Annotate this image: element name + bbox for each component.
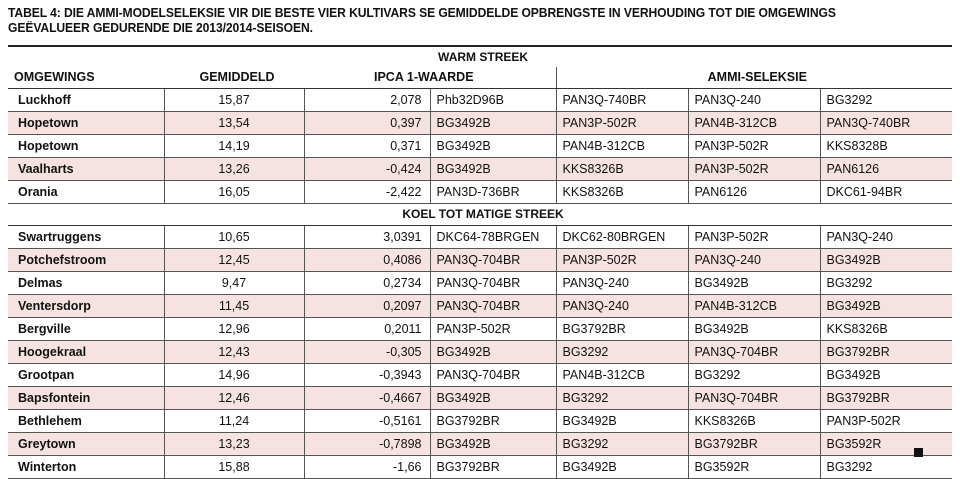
ipca-cell: 2,078 — [304, 89, 430, 112]
caption-line-2: GEËVALUEER GEDURENDE DIE 2013/2014-SEISOEN. — [8, 21, 313, 35]
selection-3-cell: PAN3Q-704BR — [688, 387, 820, 410]
selection-2-cell: PAN4B-312CB — [556, 364, 688, 387]
gemiddeld-cell: 9,47 — [164, 272, 304, 295]
table-row — [8, 341, 952, 364]
selection-4-cell: KKS8328B — [820, 135, 952, 158]
selection-1-cell: BG3792BR — [430, 456, 556, 479]
selection-4-cell: KKS8326B — [820, 318, 952, 341]
ammi-selection-table — [8, 45, 952, 479]
location-cell: Hoogekraal — [8, 341, 164, 364]
gemiddeld-cell: 12,96 — [164, 318, 304, 341]
selection-4-cell: BG3492B — [820, 249, 952, 272]
selection-2-cell: PAN3P-502R — [556, 112, 688, 135]
selection-3-cell: PAN3P-502R — [688, 135, 820, 158]
selection-1-cell: BG3492B — [430, 158, 556, 181]
location-cell: Delmas — [8, 272, 164, 295]
table-row — [8, 364, 952, 387]
selection-4-cell: BG3592R — [820, 433, 952, 456]
selection-4-cell: DKC61-94BR — [820, 181, 952, 204]
selection-1-cell: BG3492B — [430, 341, 556, 364]
location-cell: Bethlehem — [8, 410, 164, 433]
selection-4-cell: PAN3Q-240 — [820, 226, 952, 249]
selection-3-cell: PAN3Q-240 — [688, 89, 820, 112]
cool-region-header-row — [8, 204, 952, 226]
selection-2-cell: KKS8326B — [556, 158, 688, 181]
selection-3-cell: PAN3Q-240 — [688, 249, 820, 272]
selection-1-cell: PAN3Q-704BR — [430, 249, 556, 272]
selection-1-cell: Phb32D96B — [430, 89, 556, 112]
location-cell: Swartruggens — [8, 226, 164, 249]
table-row — [8, 387, 952, 410]
ipca-cell: -0,5161 — [304, 410, 430, 433]
gemiddeld-cell: 13,26 — [164, 158, 304, 181]
gemiddeld-cell: 10,65 — [164, 226, 304, 249]
selection-4-cell: BG3792BR — [820, 341, 952, 364]
ipca-cell: -0,3943 — [304, 364, 430, 387]
selection-3-cell: BG3592R — [688, 456, 820, 479]
selection-3-cell: PAN4B-312CB — [688, 112, 820, 135]
ipca-cell: 0,4086 — [304, 249, 430, 272]
cool-region-title: KOEL TOT MATIGE STREEK — [8, 204, 952, 226]
ipca-cell: -1,66 — [304, 456, 430, 479]
selection-2-cell: PAN3P-502R — [556, 249, 688, 272]
selection-2-cell: BG3292 — [556, 387, 688, 410]
selection-2-cell: BG3292 — [556, 341, 688, 364]
table-row — [8, 295, 952, 318]
selection-2-cell: PAN4B-312CB — [556, 135, 688, 158]
selection-2-cell: BG3792BR — [556, 318, 688, 341]
selection-3-cell: BG3492B — [688, 318, 820, 341]
selection-1-cell: BG3492B — [430, 112, 556, 135]
ipca-cell: -0,7898 — [304, 433, 430, 456]
ipca-cell: -0,305 — [304, 341, 430, 364]
ipca-cell: 0,371 — [304, 135, 430, 158]
ipca-cell: 0,2011 — [304, 318, 430, 341]
location-cell: Hopetown — [8, 112, 164, 135]
selection-3-cell: BG3492B — [688, 272, 820, 295]
selection-1-cell: BG3492B — [430, 387, 556, 410]
gemiddeld-cell: 12,45 — [164, 249, 304, 272]
gemiddeld-cell: 11,45 — [164, 295, 304, 318]
table-row — [8, 158, 952, 181]
selection-2-cell: PAN3Q-240 — [556, 272, 688, 295]
column-header-row — [8, 67, 952, 89]
gemiddeld-cell: 14,19 — [164, 135, 304, 158]
ipca-cell: -0,424 — [304, 158, 430, 181]
selection-4-cell: PAN6126 — [820, 158, 952, 181]
location-cell: Grootpan — [8, 364, 164, 387]
selection-1-cell: PAN3P-502R — [430, 318, 556, 341]
selection-3-cell: BG3792BR — [688, 433, 820, 456]
ipca-cell: -0,4667 — [304, 387, 430, 410]
selection-3-cell: PAN4B-312CB — [688, 295, 820, 318]
location-cell: Orania — [8, 181, 164, 204]
gemiddeld-cell: 15,88 — [164, 456, 304, 479]
selection-3-cell: PAN3P-502R — [688, 226, 820, 249]
selection-4-cell: BG3292 — [820, 272, 952, 295]
location-cell: Bapsfontein — [8, 387, 164, 410]
gemiddeld-cell: 14,96 — [164, 364, 304, 387]
selection-2-cell: BG3492B — [556, 410, 688, 433]
location-cell: Winterton — [8, 456, 164, 479]
table-row — [8, 249, 952, 272]
location-cell: Bergville — [8, 318, 164, 341]
col-header-gemiddeld: GEMIDDELD — [164, 67, 304, 89]
col-header-ammi: AMMI-SELEKSIE — [556, 67, 952, 89]
ipca-cell: 0,2097 — [304, 295, 430, 318]
location-cell: Luckhoff — [8, 89, 164, 112]
table-caption — [8, 6, 920, 36]
selection-2-cell: BG3292 — [556, 433, 688, 456]
table-row — [8, 433, 952, 456]
end-mark-square — [914, 448, 923, 457]
selection-3-cell: PAN6126 — [688, 181, 820, 204]
location-cell: Potchefstroom — [8, 249, 164, 272]
warm-region-title: WARM STREEK — [8, 46, 952, 67]
selection-4-cell: PAN3Q-740BR — [820, 112, 952, 135]
selection-4-cell: BG3292 — [820, 456, 952, 479]
location-cell: Vaalharts — [8, 158, 164, 181]
location-cell: Ventersdorp — [8, 295, 164, 318]
cool-region-body — [8, 226, 952, 479]
caption-line-1: TABEL 4: DIE AMMI-MODELSELEKSIE VIR DIE BESTE VIER KULTIVARS SE GEMIDDELDE OPBRENGSTE IN VERHOUDING TOT DIE OMGEWINGS — [8, 6, 836, 20]
table-row — [8, 181, 952, 204]
gemiddeld-cell: 13,54 — [164, 112, 304, 135]
selection-3-cell: PAN3Q-704BR — [688, 341, 820, 364]
selection-4-cell: BG3492B — [820, 364, 952, 387]
ipca-cell: 3,0391 — [304, 226, 430, 249]
gemiddeld-cell: 11,24 — [164, 410, 304, 433]
location-cell: Greytown — [8, 433, 164, 456]
gemiddeld-cell: 12,46 — [164, 387, 304, 410]
table-row — [8, 89, 952, 112]
selection-1-cell: BG3792BR — [430, 410, 556, 433]
selection-2-cell: PAN3Q-740BR — [556, 89, 688, 112]
selection-4-cell: BG3492B — [820, 295, 952, 318]
selection-2-cell: PAN3Q-240 — [556, 295, 688, 318]
selection-1-cell: PAN3Q-704BR — [430, 295, 556, 318]
table-row — [8, 226, 952, 249]
gemiddeld-cell: 13,23 — [164, 433, 304, 456]
selection-1-cell: PAN3Q-704BR — [430, 272, 556, 295]
selection-2-cell: KKS8326B — [556, 181, 688, 204]
col-header-omgewings: OMGEWINGS — [8, 67, 164, 89]
warm-region-body — [8, 89, 952, 204]
selection-1-cell: BG3492B — [430, 433, 556, 456]
selection-1-cell: BG3492B — [430, 135, 556, 158]
gemiddeld-cell: 12,43 — [164, 341, 304, 364]
col-header-ipca: IPCA 1-WAARDE — [304, 67, 556, 89]
ipca-cell: 0,397 — [304, 112, 430, 135]
table-row — [8, 410, 952, 433]
table-row — [8, 112, 952, 135]
selection-3-cell: KKS8326B — [688, 410, 820, 433]
table-row — [8, 272, 952, 295]
selection-2-cell: DKC62-80BRGEN — [556, 226, 688, 249]
selection-4-cell: BG3792BR — [820, 387, 952, 410]
selection-4-cell: BG3292 — [820, 89, 952, 112]
warm-region-header-row — [8, 46, 952, 67]
table-row — [8, 456, 952, 479]
gemiddeld-cell: 16,05 — [164, 181, 304, 204]
selection-3-cell: BG3292 — [688, 364, 820, 387]
selection-3-cell: PAN3P-502R — [688, 158, 820, 181]
selection-1-cell: PAN3D-736BR — [430, 181, 556, 204]
selection-2-cell: BG3492B — [556, 456, 688, 479]
gemiddeld-cell: 15,87 — [164, 89, 304, 112]
table-row — [8, 318, 952, 341]
table-row — [8, 135, 952, 158]
ipca-cell: -2,422 — [304, 181, 430, 204]
selection-4-cell: PAN3P-502R — [820, 410, 952, 433]
ipca-cell: 0,2734 — [304, 272, 430, 295]
selection-1-cell: PAN3Q-704BR — [430, 364, 556, 387]
location-cell: Hopetown — [8, 135, 164, 158]
selection-1-cell: DKC64-78BRGEN — [430, 226, 556, 249]
